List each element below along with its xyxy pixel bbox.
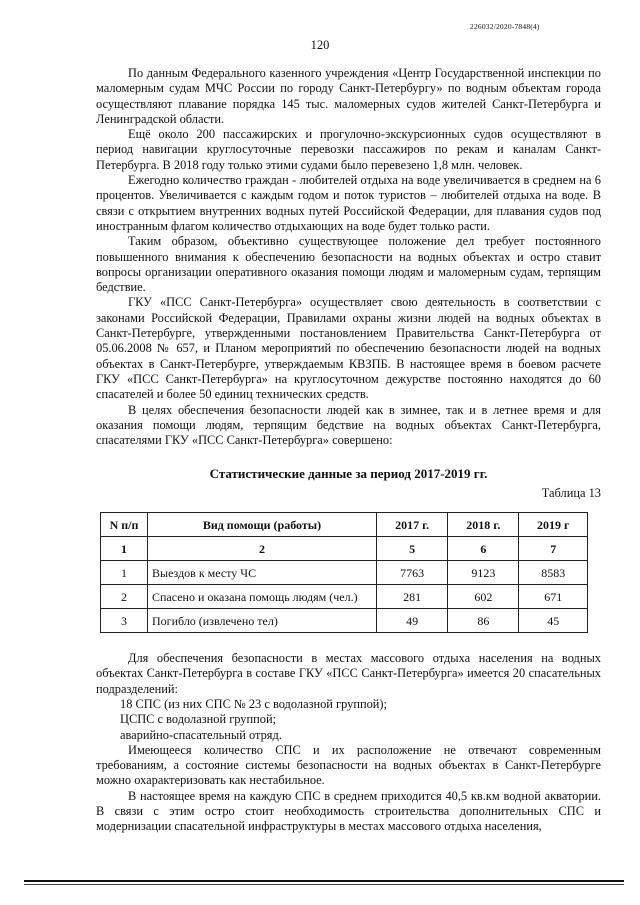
header-2018: 2018 г. (448, 513, 519, 537)
footer-divider (24, 880, 624, 882)
table-cell: 2 (101, 585, 148, 609)
paragraph: Таким образом, объективно существующее положение дел требует постоянного повышенного внимания к обеспечению безопасности на водных объектах и остро ставит вопросы организации оперативного оказания помощи людям и маломерным судам, терпящим бедствие. (96, 234, 601, 295)
statistics-table (100, 512, 588, 633)
table-cell: 281 (377, 585, 448, 609)
table-row (101, 561, 588, 585)
paragraph: Ещё около 200 пассажирских и прогулочно-экскурсионных судов осуществляют в период навигации круглосуточные перевозки пассажиров по рекам и каналам Санкт-Петербурга. В 2018 году только этими судами было перевезено 1,8 млн. человек. (96, 127, 601, 172)
document-number: 226032/2020-7848(4) (470, 22, 540, 31)
table-cell: Выездов к месту ЧС (148, 561, 377, 585)
paragraph: Для обеспечения безопасности в местах массового отдыха населения на водных объектах Санкт-Петербурга в составе ГКУ «ПСС Санкт-Петербурга» имеется 20 спасательных подразделений: (96, 651, 601, 696)
table-cell: 49 (377, 609, 448, 633)
header-number: N п/п (101, 513, 148, 537)
table-label: Таблица 13 (541, 485, 601, 500)
column-index-row (101, 537, 588, 561)
section-title: Статистические данные за период 2017-2019 гг. (209, 466, 488, 482)
table-cell: 5 (377, 537, 448, 561)
table-cell: 1 (101, 561, 148, 585)
table-cell: 7763 (377, 561, 448, 585)
table-row (101, 585, 588, 609)
table-cell: 3 (101, 609, 148, 633)
list-item: 18 СПС (из них СПС № 23 с водолазной группой); (120, 696, 387, 711)
paragraph: ГКУ «ПСС Санкт-Петербурга» осуществляет свою деятельность в соответствии с законами Российской Федерации, Правилами охраны жизни людей на водных объектах в Санкт-Петербурге, утвержденными постановлением Правительства Санкт-Петербурга от 05.06.2008 № 657, и Планом мероприятий по обеспечению безопасности людей на водных объектах в Санкт-Петербурге, утверждаемым КВЗПБ. В настоящее время в боевом расчете ГКУ «ПСС Санкт-Петербурга» на круглосуточном дежурстве постоянно находятся до 60 спасателей и более 50 единиц технических средств. (96, 295, 601, 402)
table-cell: 86 (448, 609, 519, 633)
header-2017: 2017 г. (377, 513, 448, 537)
table-cell: 6 (448, 537, 519, 561)
footer-divider (24, 884, 624, 885)
paragraph: Имеющееся количество СПС и их расположение не отвечают современным требованиям, а состояние системы безопасности на водных объектах в Санкт-Петербурге можно охарактеризовать как нестабильное. (96, 742, 601, 788)
paragraph: В настоящее время на каждую СПС в среднем приходится 40,5 кв.км водной акватории. В связи с этим остро стоит необходимость строительства дополнительных СПС и модернизации спасательной инфраструктуры в местах массового отдыха населения, (96, 788, 601, 834)
header-kind: Вид помощи (работы) (148, 513, 377, 537)
paragraph: В целях обеспечения безопасности людей как в зимнее, так и в летнее время и для оказания помощи людям, терпящим бедствие на водных объектах Санкт-Петербурга, спасателями ГКУ «ПСС Санкт-Петербурга» совершено: (96, 402, 601, 448)
table-cell: 2 (148, 537, 377, 561)
table-cell: 45 (519, 609, 588, 633)
document-body (96, 66, 601, 835)
table-cell: 8583 (519, 561, 588, 585)
paragraph: Ежегодно количество граждан - любителей отдыха на воде увеличивается в среднем на 6 процентов. Увеличивается с каждым годом и поток туристов – любителей отдыха на воде. В связи с открытием внутренних водных путей Российской Федерации, для плавания судов под иностранным флагом количество отдыхающих на воде будет только расти. (96, 173, 601, 233)
table-cell: 602 (448, 585, 519, 609)
table-cell: 7 (519, 537, 588, 561)
table-header-row (101, 513, 588, 537)
table-cell: 671 (519, 585, 588, 609)
table-cell: 9123 (448, 561, 519, 585)
table-row (101, 609, 588, 633)
list-item: ЦСПС с водолазной группой; (120, 712, 277, 727)
header-2019: 2019 г (519, 513, 588, 537)
table-cell: 1 (101, 537, 148, 561)
paragraph: По данным Федерального казенного учреждения «Центр Государственной инспекции по маломерным судам МЧС России по городу Санкт-Петербургу» по водным объектам города осуществляют плавание порядка 145 тыс. маломерных судов жителей Санкт-Петербурга и Ленинградской области. (96, 66, 601, 126)
page-number: 120 (310, 38, 330, 52)
table-cell: Спасено и оказана помощь людям (чел.) (148, 585, 377, 609)
table-cell: Погибло (извлечено тел) (148, 609, 377, 633)
list-item: аварийно-спасательный отряд. (120, 727, 282, 742)
